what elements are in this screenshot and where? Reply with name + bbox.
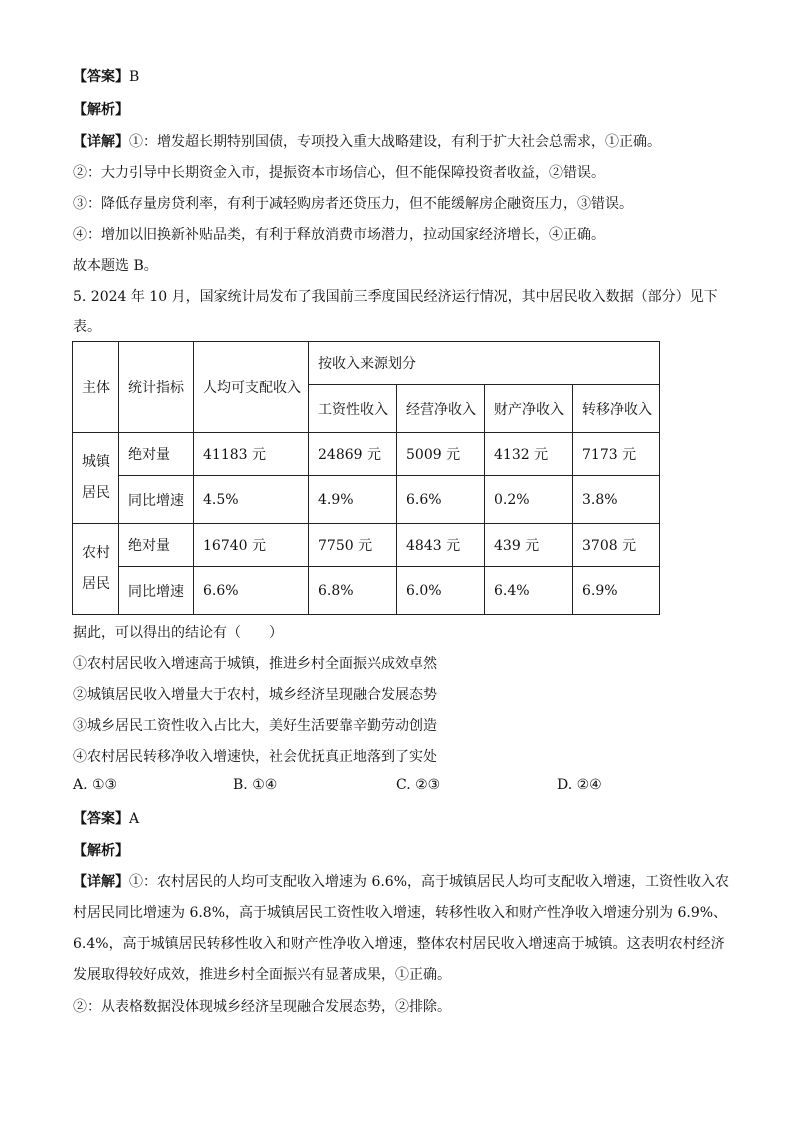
answer-value: B: [129, 69, 140, 85]
value-cell: 3.8%: [573, 476, 660, 524]
q5-stem-line-1: 5. 2024 年 10 月，国家统计局发布了我国前三季度国民经济运行情况，其中居民收入数据（部分）见下: [73, 289, 718, 305]
value-cell: 6.9%: [573, 567, 660, 615]
table-row: [73, 476, 660, 524]
q4-conclusion: 故本题选 B。: [73, 258, 158, 274]
value-cell: 41183 元: [194, 433, 309, 476]
income-table: [72, 341, 660, 615]
detail-tag: 【详解】: [73, 874, 129, 890]
value-cell: 7750 元: [309, 524, 397, 567]
value-cell: 4132 元: [485, 433, 573, 476]
value-cell: 16740 元: [194, 524, 309, 567]
answer-tag: 【答案】: [73, 811, 129, 827]
q5-question: 据此，可以得出的结论有（ ）: [73, 625, 283, 641]
header-subject: 主体: [73, 342, 119, 433]
indicator-cell: 同比增速: [119, 476, 194, 524]
value-cell: 6.6%: [194, 567, 309, 615]
indicator-cell: 同比增速: [119, 567, 194, 615]
q5-explanation-line-3: 6.4%，高于城镇居民转移性收入和财产性净收入增速，整体农村居民收入增速高于城镇。这表明农村经济: [73, 936, 725, 952]
value-cell: 439 元: [485, 524, 573, 567]
q4-detail-line-2: ②：大力引导中长期资金入市，提振资本市场信心，但不能保障投资者收益，②错误。: [73, 165, 605, 181]
table-row: [73, 433, 660, 476]
table-row: [73, 567, 660, 615]
answer-tag: 【答案】: [73, 69, 129, 85]
q5-explanation-line-4: 发展取得较好成效，推进乡村全面振兴有显著成果，①正确。: [73, 967, 451, 983]
value-cell: 5009 元: [397, 433, 485, 476]
table-row: [73, 524, 660, 567]
option-c: C. ②③: [396, 777, 441, 793]
q4-analysis-tag: 【解析】: [73, 102, 129, 118]
value-cell: 4.9%: [309, 476, 397, 524]
statement-2: ②城镇居民收入增量大于农村，城乡经济呈现融合发展态势: [73, 687, 437, 703]
statement-1: ①农村居民收入增速高于城镇，推进乡村全面振兴成效卓然: [73, 656, 437, 672]
q5-explanation-line-1: [73, 871, 729, 891]
header-business-income: 经营净收入: [397, 385, 485, 433]
value-cell: 6.8%: [309, 567, 397, 615]
option-d: D. ②④: [557, 777, 602, 793]
q5-explanation-line-2: 村居民同比增速为 6.8%，高于城镇居民工资性收入增速，转移性收入和财产性净收入增速分别为 6.9%、: [73, 905, 728, 921]
q4-detail-line-3: ③：降低存量房贷利率，有利于减轻购房者还贷压力，但不能缓解房企融资压力，③错误。: [73, 196, 633, 212]
detail-text: ①：增发超长期特别国债，专项投入重大战略建设，有利于扩大社会总需求，①正确。: [129, 134, 661, 150]
q5-analysis-tag: 【解析】: [73, 843, 129, 859]
statement-3: ③城乡居民工资性收入占比大，美好生活要靠辛勤劳动创造: [73, 718, 437, 734]
detail-text: ①：农村居民的人均可支配收入增速为 6.6%，高于城镇居民人均可支配收入增速，工资性收入农: [129, 874, 730, 890]
value-cell: 6.4%: [485, 567, 573, 615]
value-cell: 6.0%: [397, 567, 485, 615]
value-cell: 4843 元: [397, 524, 485, 567]
detail-tag: 【详解】: [73, 134, 129, 150]
q5-explanation-line-5: ②：从表格数据没体现城乡经济呈现融合发展态势，②排除。: [73, 999, 451, 1015]
q4-detail-line-1: [73, 131, 661, 151]
indicator-cell: 绝对量: [119, 524, 194, 567]
option-a: A. ①③: [73, 777, 118, 793]
header-indicator: 统计指标: [119, 342, 194, 433]
value-cell: 4.5%: [194, 476, 309, 524]
header-by-source: 按收入来源划分: [309, 342, 660, 385]
value-cell: 0.2%: [485, 476, 573, 524]
header-disposable-income: 人均可支配收入: [194, 342, 309, 433]
q5-answer: [73, 808, 139, 828]
q5-stem-line-2: 表。: [73, 319, 101, 335]
value-cell: 6.6%: [397, 476, 485, 524]
urban-label: 城镇 居民: [73, 433, 119, 524]
header-property-income: 财产净收入: [485, 385, 573, 433]
answer-value: A: [129, 811, 140, 827]
option-b: B. ①④: [233, 777, 278, 793]
rural-label: 农村 居民: [73, 524, 119, 615]
indicator-cell: 绝对量: [119, 433, 194, 476]
header-wage-income: 工资性收入: [309, 385, 397, 433]
q4-answer: [73, 66, 139, 86]
q4-detail-line-4: ④：增加以旧换新补贴品类，有利于释放消费市场潜力，拉动国家经济增长，④正确。: [73, 227, 605, 243]
value-cell: 24869 元: [309, 433, 397, 476]
value-cell: 3708 元: [573, 524, 660, 567]
statement-4: ④农村居民转移净收入增速快，社会优抚真正地落到了实处: [73, 749, 437, 765]
header-transfer-income: 转移净收入: [573, 385, 660, 433]
value-cell: 7173 元: [573, 433, 660, 476]
